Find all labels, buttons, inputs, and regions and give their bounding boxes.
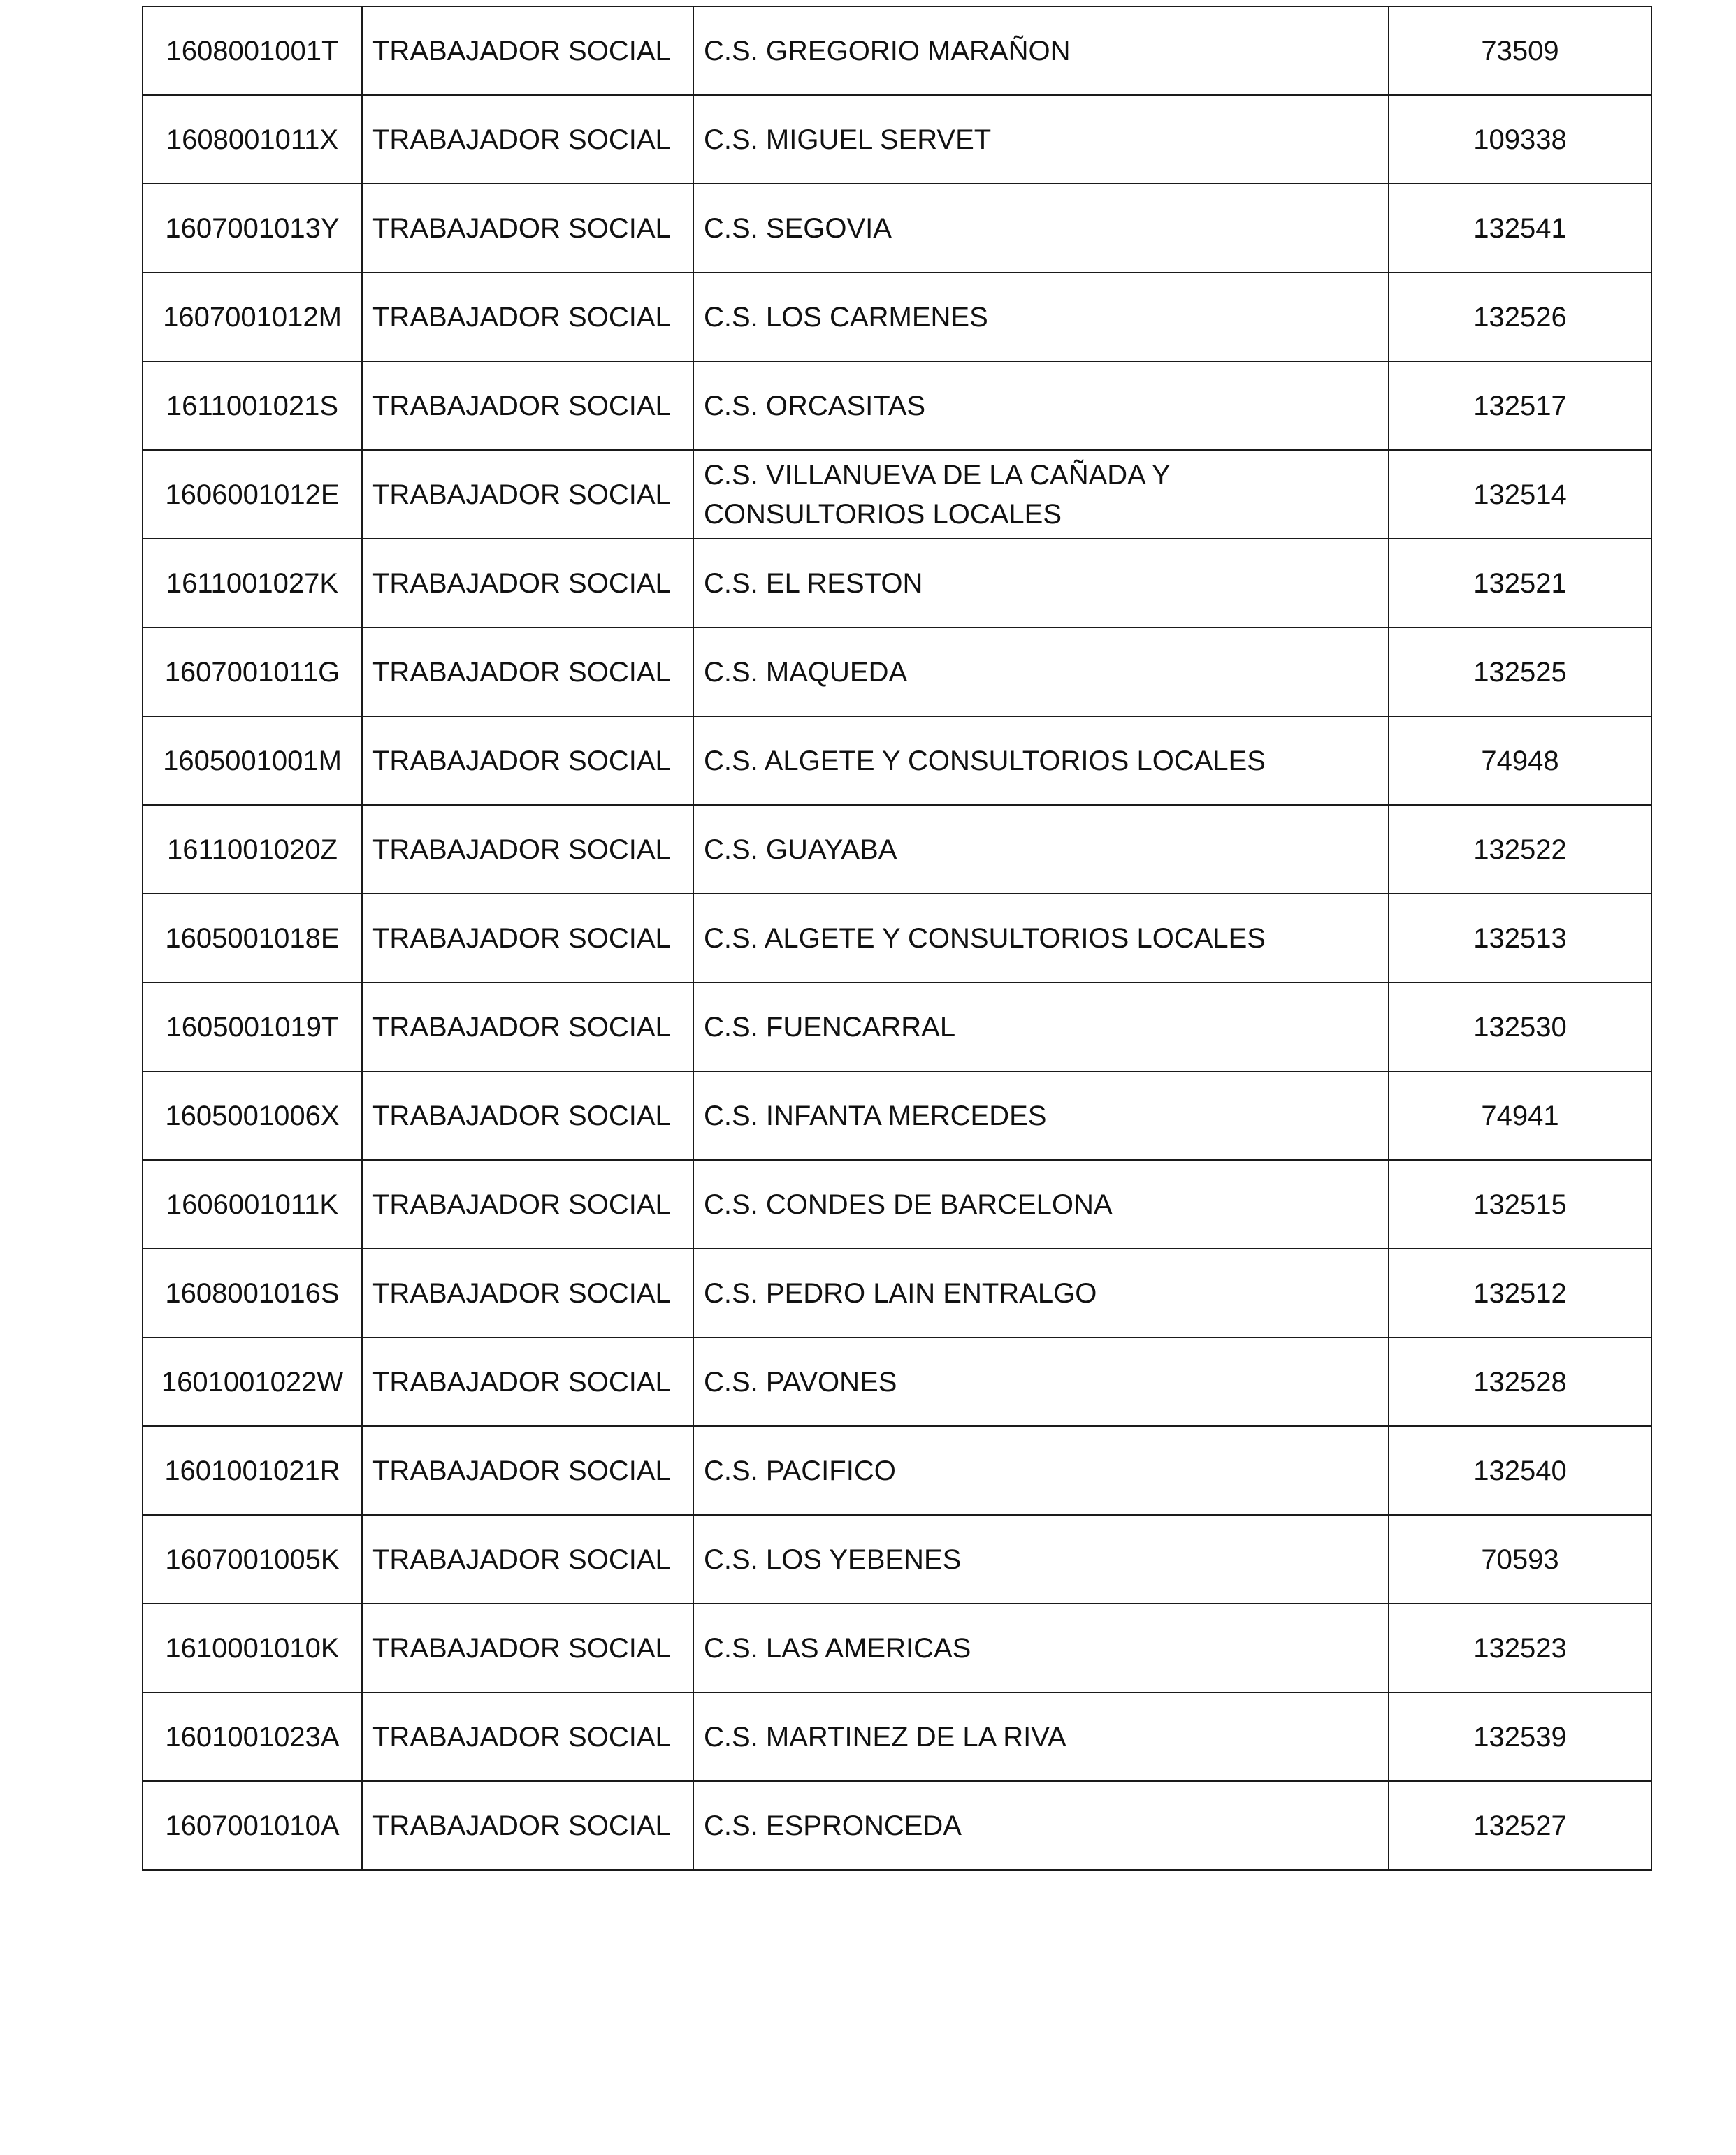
table-row [143,450,1651,539]
position-code: 1606001012E [143,450,362,539]
position-code: 1607001011G [143,627,362,716]
job-category: TRABAJADOR SOCIAL [362,1781,693,1870]
table-row [143,539,1651,627]
job-category: TRABAJADOR SOCIAL [362,184,693,273]
position-number: 132528 [1389,1337,1651,1426]
health-center: C.S. LAS AMERICAS [693,1604,1389,1692]
health-center: C.S. FUENCARRAL [693,982,1389,1071]
job-category: TRABAJADOR SOCIAL [362,982,693,1071]
table-row [143,1071,1651,1160]
position-number: 132540 [1389,1426,1651,1515]
health-center: C.S. PACIFICO [693,1426,1389,1515]
job-category: TRABAJADOR SOCIAL [362,1515,693,1604]
position-number: 74948 [1389,716,1651,805]
position-code: 1611001027K [143,539,362,627]
position-code: 1608001011X [143,95,362,184]
job-category: TRABAJADOR SOCIAL [362,627,693,716]
position-number: 132527 [1389,1781,1651,1870]
table-row [143,627,1651,716]
position-code: 1605001018E [143,894,362,982]
table-row [143,1426,1651,1515]
position-number: 132522 [1389,805,1651,894]
health-center: C.S. MARTINEZ DE LA RIVA [693,1692,1389,1781]
table-row [143,1160,1651,1249]
health-center: C.S. GUAYABA [693,805,1389,894]
health-center: C.S. VILLANUEVA DE LA CAÑADA Y CONSULTORIOS LOCALES [693,450,1389,539]
table-row [143,1692,1651,1781]
job-category: TRABAJADOR SOCIAL [362,539,693,627]
position-code: 1608001016S [143,1249,362,1337]
job-category: TRABAJADOR SOCIAL [362,894,693,982]
position-number: 132523 [1389,1604,1651,1692]
table-row [143,184,1651,273]
job-category: TRABAJADOR SOCIAL [362,1337,693,1426]
health-center: C.S. CONDES DE BARCELONA [693,1160,1389,1249]
job-category: TRABAJADOR SOCIAL [362,1071,693,1160]
position-number: 132512 [1389,1249,1651,1337]
table-row [143,95,1651,184]
job-category: TRABAJADOR SOCIAL [362,1692,693,1781]
table-row [143,361,1651,450]
position-code: 1606001011K [143,1160,362,1249]
position-code: 1601001022W [143,1337,362,1426]
position-code: 1607001005K [143,1515,362,1604]
position-number: 132525 [1389,627,1651,716]
health-center: C.S. PAVONES [693,1337,1389,1426]
health-center: C.S. GREGORIO MARAÑON [693,6,1389,95]
job-category: TRABAJADOR SOCIAL [362,450,693,539]
health-center: C.S. MAQUEDA [693,627,1389,716]
position-code: 1608001001T [143,6,362,95]
health-center: C.S. MIGUEL SERVET [693,95,1389,184]
job-category: TRABAJADOR SOCIAL [362,273,693,361]
job-category: TRABAJADOR SOCIAL [362,805,693,894]
position-number: 132514 [1389,450,1651,539]
health-center: C.S. ORCASITAS [693,361,1389,450]
position-number: 74941 [1389,1071,1651,1160]
position-number: 132515 [1389,1160,1651,1249]
table-row [143,716,1651,805]
position-code: 1607001010A [143,1781,362,1870]
health-center: C.S. ALGETE Y CONSULTORIOS LOCALES [693,716,1389,805]
job-category: TRABAJADOR SOCIAL [362,1604,693,1692]
position-code: 1605001006X [143,1071,362,1160]
job-category: TRABAJADOR SOCIAL [362,716,693,805]
position-number: 73509 [1389,6,1651,95]
health-center: C.S. ALGETE Y CONSULTORIOS LOCALES [693,894,1389,982]
table-row [143,273,1651,361]
position-number: 132530 [1389,982,1651,1071]
position-code: 1611001021S [143,361,362,450]
position-code: 1601001023A [143,1692,362,1781]
position-number: 132517 [1389,361,1651,450]
health-center: C.S. LOS CARMENES [693,273,1389,361]
job-category: TRABAJADOR SOCIAL [362,1249,693,1337]
position-code: 1605001001M [143,716,362,805]
health-center: C.S. PEDRO LAIN ENTRALGO [693,1249,1389,1337]
table-row [143,1604,1651,1692]
table-row [143,1515,1651,1604]
job-category: TRABAJADOR SOCIAL [362,1160,693,1249]
position-number: 132521 [1389,539,1651,627]
position-code: 1601001021R [143,1426,362,1515]
position-code: 1610001010K [143,1604,362,1692]
table-row [143,1337,1651,1426]
position-code: 1607001012M [143,273,362,361]
job-category: TRABAJADOR SOCIAL [362,1426,693,1515]
table-row [143,982,1651,1071]
job-category: TRABAJADOR SOCIAL [362,361,693,450]
position-number: 132526 [1389,273,1651,361]
health-center: C.S. ESPRONCEDA [693,1781,1389,1870]
table-row [143,6,1651,95]
job-category: TRABAJADOR SOCIAL [362,6,693,95]
table-row [143,894,1651,982]
health-center: C.S. SEGOVIA [693,184,1389,273]
position-code: 1605001019T [143,982,362,1071]
position-number: 109338 [1389,95,1651,184]
job-category: TRABAJADOR SOCIAL [362,95,693,184]
positions-table [142,6,1652,1871]
position-number: 132541 [1389,184,1651,273]
health-center: C.S. EL RESTON [693,539,1389,627]
health-center: C.S. INFANTA MERCEDES [693,1071,1389,1160]
position-number: 132513 [1389,894,1651,982]
table-row [143,1781,1651,1870]
position-number: 132539 [1389,1692,1651,1781]
health-center: C.S. LOS YEBENES [693,1515,1389,1604]
table-row [143,1249,1651,1337]
table-row [143,805,1651,894]
position-number: 70593 [1389,1515,1651,1604]
position-code: 1607001013Y [143,184,362,273]
position-code: 1611001020Z [143,805,362,894]
